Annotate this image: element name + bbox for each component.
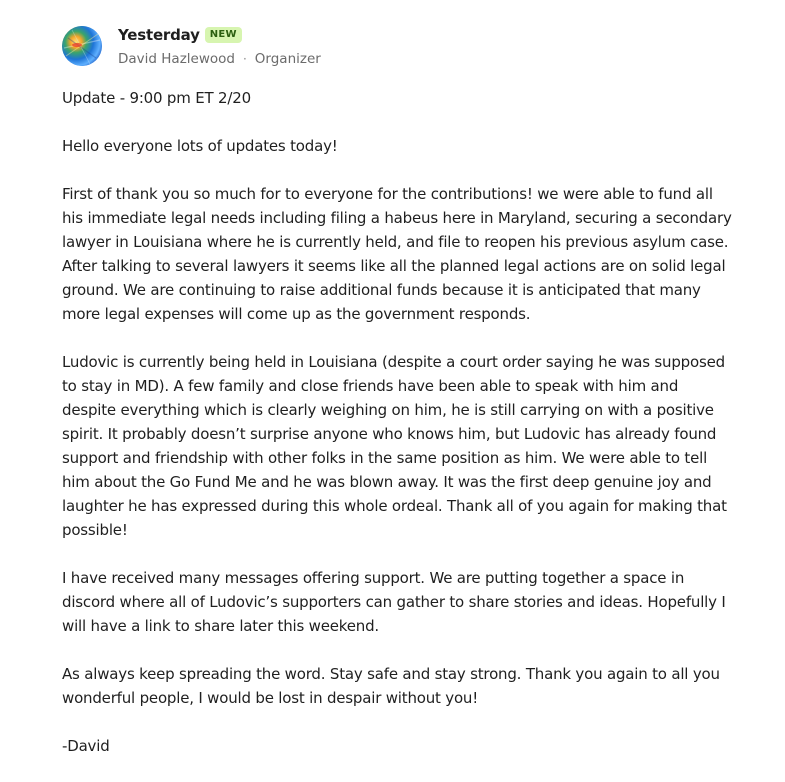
new-badge: NEW (205, 27, 242, 43)
signature: -David (62, 737, 110, 755)
title-row (118, 24, 321, 46)
paragraph-1: First of thank you so much for to everyone for the contributions! we were able to fund all his immediate legal needs including filing a habeus here in Maryland, securing a secondary lawyer in Louisiana where he is currently held, and file to reopen his previous asylum case. After talking to several lawyers it seems like all the planned legal actions are on solid legal ground. We are continuing to raise additional funds because it is anticipated that many more legal expenses will come up as the government responds. (62, 185, 732, 323)
update-heading: Update - 9:00 pm ET 2/20 (62, 89, 251, 107)
greeting-paragraph: Hello everyone lots of updates today! (62, 137, 338, 155)
update-meta (118, 24, 321, 68)
paragraph-3: I have received many messages offering support. We are putting together a space in discord where all of Ludovic’s supporters can gather to share stories and ideas. Hopefully I will have a link to share later this weekend. (62, 569, 726, 635)
avatar[interactable] (62, 26, 102, 66)
paragraph-4: As always keep spreading the word. Stay safe and stay strong. Thank you again to all you wonderful people, I would be lost in despair without you! (62, 665, 720, 707)
author-role: Organizer (254, 51, 321, 67)
author-row (118, 50, 321, 68)
update-header (62, 24, 742, 68)
abstract-colorful-avatar-icon (62, 26, 102, 66)
update-body (62, 86, 734, 782)
author-name: David Hazlewood (118, 51, 235, 67)
paragraph-2: Ludovic is currently being held in Louisiana (despite a court order saying he was supposed to stay in MD). A few family and close friends have been able to speak with him and despite everything which is clearly weighing on him, he is still carrying on with a positive spirit. It probably doesn’t surprise anyone who knows him, but Ludovic has already found support and friendship with other folks in the same position as him. We were able to tell him about the Go Fund Me and he was blown away. It was the first deep genuine joy and laughter he has expressed during this whole ordeal. Thank all of you again for making that possible! (62, 353, 727, 539)
separator-dot: · (242, 52, 247, 66)
update-time: Yesterday (118, 26, 200, 44)
